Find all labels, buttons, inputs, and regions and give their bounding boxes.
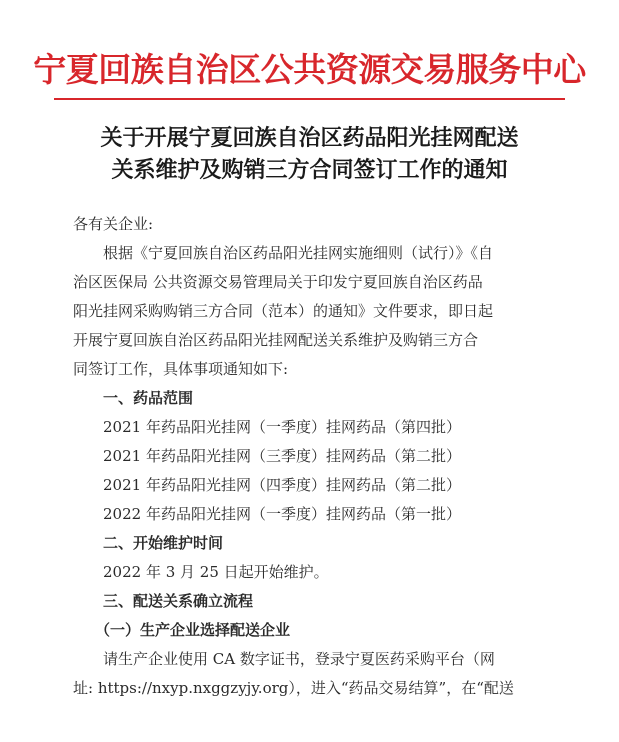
intro-line: 治区医保局 公共资源交易管理局关于印发宁夏回族自治区药品 [73,273,483,291]
intro-line: 阳光挂网采购购销三方合同（范本）的通知》文件要求，即日起 [73,302,494,320]
document-title [0,122,619,186]
scope-list-item: 2021 年药品阳光挂网（一季度）挂网药品（第四批） [103,418,461,436]
section-heading-scope: 一、药品范围 [103,389,194,407]
salutation: 各有关企业: [73,215,154,233]
section-heading-start-time: 二、开始维护时间 [103,534,224,552]
title-line-2: 关系维护及购销三方合同签订工作的通知 [111,157,508,183]
section-heading-process: 三、配送关系确立流程 [103,592,254,610]
scope-list-item: 2021 年药品阳光挂网（三季度）挂网药品（第二批） [103,447,461,465]
document-body [73,210,549,703]
start-time-text: 2022 年 3 月 25 日起开始维护。 [103,563,329,581]
process-line: 址: https://nxyp.nxggzyjy.org），进入“药品交易结算”，在“配送 [73,679,514,697]
scope-list-item: 2022 年药品阳光挂网（一季度）挂网药品（第一批） [103,505,461,523]
issuing-org-header: 宁夏回族自治区公共资源交易服务中心 [33,50,586,89]
scope-list-item: 2021 年药品阳光挂网（四季度）挂网药品（第二批） [103,476,461,494]
process-line: 请生产企业使用 CA 数字证书，登录宁夏医药采购平台（网 [103,650,495,668]
process-subheading: （一）生产企业选择配送企业 [95,621,291,639]
intro-line: 根据《宁夏回族自治区药品阳光挂网实施细则（试行）》《自 [103,244,494,262]
intro-line: 开展宁夏回族自治区药品阳光挂网配送关系维护及购销三方合 [73,331,479,349]
title-line-1: 关于开展宁夏回族自治区药品阳光挂网配送 [100,125,519,151]
header-red-rule [54,98,565,100]
intro-line: 同签订工作，具体事项通知如下: [73,360,289,378]
